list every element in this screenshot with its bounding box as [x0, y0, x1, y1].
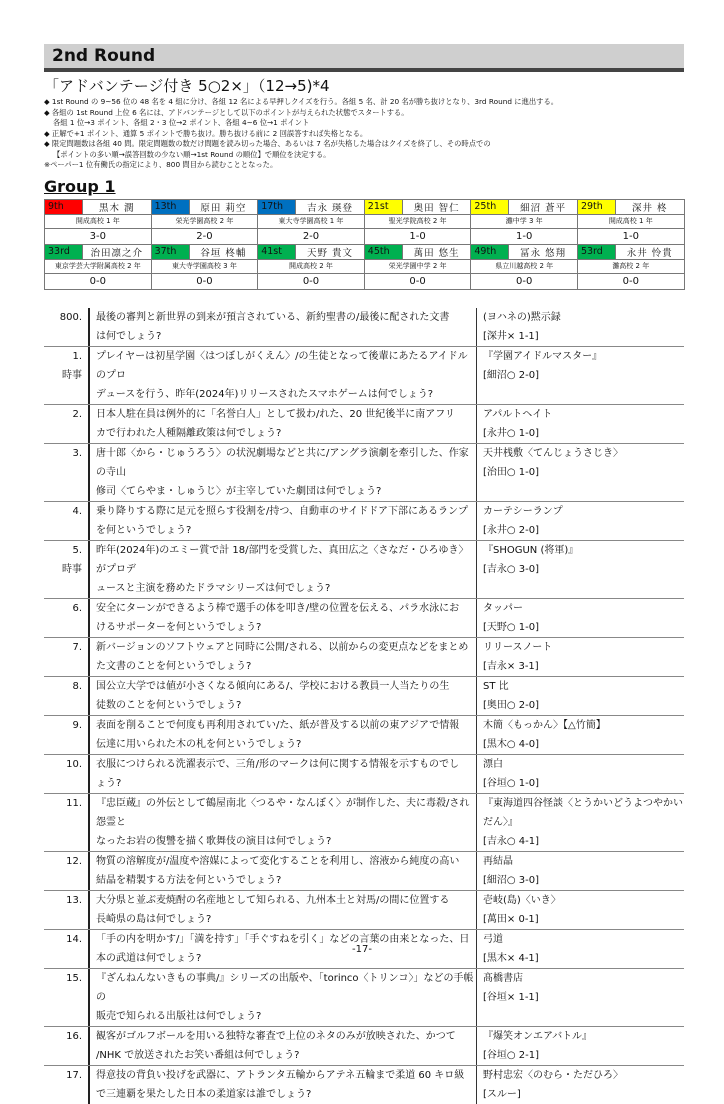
rule-line: 各組 1 位→3 ポイント、各組 2・3 位→2 ポイント、各組 4~6 位→1 ポイント — [53, 118, 310, 127]
round-title: 2nd Round — [52, 46, 156, 66]
player-school: 栄光学園中学 2 年 — [364, 259, 471, 273]
answer-cell — [477, 852, 684, 890]
question-number: 11. — [66, 798, 82, 809]
question-line-2: 結晶を精製する方法を何というでしょう? — [96, 875, 282, 886]
question-row — [44, 969, 684, 1027]
question-number: 13. — [66, 895, 82, 906]
answer-result: [細沼○ 2-0] — [483, 370, 540, 381]
question-number-cell — [44, 405, 90, 443]
question-number: 5. — [72, 545, 82, 556]
player-score: 1-0 — [471, 228, 578, 244]
question-row — [44, 1027, 684, 1066]
answer-text: 再結晶 — [483, 856, 513, 867]
question-row — [44, 1066, 684, 1104]
question-line-1: 最後の審判と新世界の到来が預言されている、新約聖書の/最後に配された文書 — [96, 312, 450, 323]
answer-result: [天野○ 1-0] — [483, 622, 540, 633]
question-number-cell — [44, 308, 90, 346]
answer-result: [永井○ 1-0] — [483, 428, 540, 439]
question-number-cell — [44, 347, 90, 404]
question-number: 4. — [72, 506, 82, 517]
question-number-cell — [44, 1066, 90, 1104]
player-rank: 33rd — [45, 244, 83, 259]
question-tag: 時事 — [62, 370, 82, 381]
question-line-1: 新バージョンのソフトウェアと同時に公開/される、以前からの変更点などをまとめ — [96, 642, 469, 653]
answer-text: 『爆笑オンエアバトル』 — [483, 1031, 592, 1042]
question-row — [44, 716, 684, 755]
question-line-1: 観客がゴルフボールを用いる独特な審査で上位のネタのみが放映された、かつて — [96, 1031, 456, 1042]
player-school: 栄光学園高校 2 年 — [151, 214, 258, 228]
answer-text: アパルトヘイト — [483, 409, 553, 420]
answer-cell — [477, 541, 684, 598]
player-school: 開成高校 1 年 — [577, 214, 684, 228]
question-row — [44, 405, 684, 444]
player-row — [45, 214, 685, 228]
player-school: 東大寺学園高校 3 年 — [151, 259, 258, 273]
question-line-1: 衣服につけられる洗濯表示で、三角/形のマークは何に関する情報を示すものでし — [96, 759, 459, 770]
question-number: 800. — [59, 312, 82, 323]
question-tag — [44, 463, 82, 482]
question-line-2: 長崎県の島は何でしょう? — [96, 914, 212, 925]
question-number-cell — [44, 502, 90, 540]
player-rank: 37th — [151, 244, 189, 259]
question-line-1: 得意技の背負い投げを武器に、アトランタ五輪からアテネ五輪まで柔道 60 キロ級 — [96, 1070, 465, 1081]
question-tag — [44, 521, 82, 540]
player-school: 東京学芸大学附属高校 2 年 — [45, 259, 152, 273]
question-line-2: で三連覇を果たした日本の柔道家は誰でしょう? — [96, 1089, 312, 1100]
answer-cell — [477, 716, 684, 754]
player-school: 開成高校 1 年 — [45, 214, 152, 228]
question-line-1: プレイヤーは初星学園〈はつぼしがくえん〉/の生徒となって後輩にあたるアイドルのプロ — [96, 351, 468, 381]
answer-cell — [477, 502, 684, 540]
player-score: 0-0 — [258, 273, 365, 289]
player-school: 東大寺学園高校 1 年 — [258, 214, 365, 228]
answer-text: タッパー — [483, 603, 523, 614]
rule-line: ◆ 正解で+1 ポイント、通算 5 ポイントで勝ち抜け。勝ち抜ける前に 2 回誤答すれば失格となる。 — [44, 128, 368, 138]
player-score: 0-0 — [471, 273, 578, 289]
answer-cell — [477, 308, 684, 346]
player-rank: 9th — [45, 199, 83, 214]
question-line-1: 物質の溶解度が/温度や溶媒によって変化することを利用し、溶液から純度の高い — [96, 856, 460, 867]
answer-text: カーテシーランプ — [483, 506, 563, 517]
question-tag — [44, 657, 82, 676]
player-row — [45, 228, 685, 244]
answer-result: [永井○ 2-0] — [483, 525, 540, 536]
player-rank: 13th — [151, 199, 189, 214]
answer-cell — [477, 755, 684, 793]
question-text — [90, 444, 477, 501]
question-line-2: は何でしょう? — [96, 331, 162, 342]
question-text — [90, 541, 477, 598]
player-score: 0-0 — [577, 273, 684, 289]
question-text — [90, 1066, 477, 1104]
question-number: 12. — [66, 856, 82, 867]
question-text — [90, 716, 477, 754]
player-rank: 49th — [471, 244, 509, 259]
question-tag — [44, 1085, 82, 1104]
answer-cell — [477, 1066, 684, 1104]
question-number: 2. — [72, 409, 82, 420]
player-name: 天野 貴文 — [296, 244, 365, 259]
question-row — [44, 638, 684, 677]
question-line-1: 「手の内を明かす/」「満を持す」「手ぐすねを引く」などの言葉の由来となった、日 — [96, 934, 470, 945]
question-line-2: ょう? — [96, 778, 122, 789]
round-subtitle: 「アドバンテージ付き 5○2×」（12→5)*4 — [44, 77, 330, 95]
question-line-1: 日本人駐在員は例外的に「名誉白人」として扱わ/れた、20 世紀後半に南アフリ — [96, 409, 455, 420]
player-rank: 21st — [364, 199, 402, 214]
question-line-2: /NHK で放送されたお笑い番組は何でしょう? — [96, 1050, 300, 1061]
question-number-cell — [44, 599, 90, 637]
answer-result: [谷垣○ 2-1] — [483, 1050, 540, 1061]
question-number-cell — [44, 969, 90, 1026]
answer-text: 『学園アイドルマスター』 — [483, 351, 603, 362]
player-name: 永井 怜貴 — [615, 244, 684, 259]
answer-cell — [477, 638, 684, 676]
player-school: 灘高校 2 年 — [577, 259, 684, 273]
player-name: 治田凛之介 — [83, 244, 152, 259]
player-name: 深井 柊 — [615, 199, 684, 214]
question-tag — [44, 424, 82, 443]
answer-result: [細沼○ 3-0] — [483, 875, 540, 886]
question-number-cell — [44, 852, 90, 890]
player-score: 0-0 — [364, 273, 471, 289]
question-tag — [44, 1046, 82, 1065]
question-number-cell — [44, 891, 90, 929]
question-tag — [44, 871, 82, 890]
question-tag — [44, 696, 82, 715]
answer-text: 髙橋書店 — [483, 973, 523, 984]
question-line-2: を何というでしょう? — [96, 525, 192, 536]
question-line-1: 『忠臣蔵』の外伝として鶴屋南北〈つるや・なんぼく〉が制作した、夫に毒殺/され怨霊と — [96, 798, 470, 828]
player-name: 萬田 悠生 — [402, 244, 471, 259]
question-number-cell — [44, 541, 90, 598]
question-text — [90, 969, 477, 1026]
answer-text: 弓道 — [483, 934, 503, 945]
question-line-1: 表面を削ることで何度も再利用されてい/た、紙が普及する以前の東アジアで情報 — [96, 720, 460, 731]
question-text — [90, 1027, 477, 1065]
player-rank: 45th — [364, 244, 402, 259]
answer-text: 木簡〈もっかん〉【△竹簡】 — [483, 720, 606, 731]
rule-note: ※ペーパー1 位有働氏の指定により、800 問目から読むこととなった。 — [44, 160, 278, 169]
question-line-1: 国公立大学では値が小さくなる傾向にある/、学校における教員一人当たりの生 — [96, 681, 450, 692]
answer-text: (ヨハネの)黙示録 — [483, 312, 561, 323]
question-text — [90, 347, 477, 404]
page-number: -17- — [352, 944, 372, 955]
question-line-2: ュースと主演を務めたドラマシリーズは何でしょう? — [96, 583, 331, 594]
question-line-2: けるサポーターを何というでしょう? — [96, 622, 262, 633]
player-score: 2-0 — [151, 228, 258, 244]
player-name: 吉永 瑛登 — [296, 199, 365, 214]
question-number: 8. — [72, 681, 82, 692]
question-line-1: 大分県と並ぶ麦焼酎の名産地として知られる、九州本土と対馬/の間に位置する — [96, 895, 450, 906]
question-number: 16. — [66, 1031, 82, 1042]
question-row — [44, 308, 684, 347]
answer-result: [萬田× 0-1] — [483, 914, 539, 925]
player-rank: 17th — [258, 199, 296, 214]
question-text — [90, 852, 477, 890]
answer-cell — [477, 677, 684, 715]
question-number-cell — [44, 755, 90, 793]
rule-line: ◆ 限定問題数は各組 40 問。限定問題数の数だけ問題を読み切った場合、あるいは 7 名が失格した場合はクイズを終了し、その時点での — [44, 139, 491, 148]
player-score: 1-0 — [577, 228, 684, 244]
player-school: 灘中学 3 年 — [471, 214, 578, 228]
round-header — [44, 44, 684, 72]
question-number: 7. — [72, 642, 82, 653]
rule-line: ◆ 各組の 1st Round 上位 6 名には、アドバンテージとして以下のポイントが与えられた状態でスタートする。 — [44, 107, 409, 117]
group-title: Group 1 — [44, 176, 116, 196]
question-number: 14. — [66, 934, 82, 945]
question-row — [44, 444, 684, 502]
question-tag — [44, 774, 82, 793]
question-row — [44, 852, 684, 891]
answer-result: [谷垣○ 1-0] — [483, 778, 540, 789]
question-tag — [44, 813, 82, 832]
answer-result: [吉永○ 3-0] — [483, 564, 540, 575]
question-row — [44, 599, 684, 638]
question-number: 1. — [72, 351, 82, 362]
question-number: 10. — [66, 759, 82, 770]
question-number-cell — [44, 444, 90, 501]
answer-text: 『東海道四谷怪談〈とうかいどうよつやかいだん〉』 — [483, 798, 683, 828]
answer-result: [吉永× 3-1] — [483, 661, 539, 672]
player-school: 聖光学院高校 2 年 — [364, 214, 471, 228]
question-text — [90, 599, 477, 637]
question-text — [90, 308, 477, 346]
question-row — [44, 347, 684, 405]
answer-cell — [477, 444, 684, 501]
answer-cell — [477, 347, 684, 404]
question-number-cell — [44, 716, 90, 754]
player-name: 黒木 潤 — [83, 199, 152, 214]
answer-result: [奥田○ 2-0] — [483, 700, 540, 711]
player-name: 冨永 悠翔 — [509, 244, 578, 259]
rule-line: 【ポイントの多い順→誤答回数の少ない順→1st Round の順位】で順位を決定する。 — [53, 149, 331, 159]
question-line-2: カで行われた人種隔離政策は何でしょう? — [96, 428, 282, 439]
question-text — [90, 755, 477, 793]
question-tag — [44, 327, 82, 346]
player-row — [45, 273, 685, 289]
question-row — [44, 891, 684, 930]
player-score: 2-0 — [258, 228, 365, 244]
question-tag — [44, 910, 82, 929]
question-tag — [44, 988, 82, 1007]
question-line-1: 安全にターンができるよう棒で選手の体を叩き/壁の位置を伝える、パラ水泳にお — [96, 603, 460, 614]
question-line-2: 徒数のことを何というでしょう? — [96, 700, 242, 711]
rules-list — [44, 97, 684, 171]
answer-result: [スルー] — [483, 1089, 521, 1100]
question-number: 17. — [66, 1070, 82, 1081]
questions-table — [44, 308, 684, 1104]
player-row — [45, 199, 685, 214]
player-rank: 41st — [258, 244, 296, 259]
question-tag: 時事 — [62, 564, 82, 575]
question-line-2: 本の武道は何でしょう? — [96, 953, 202, 964]
question-line-1: 昨年(2024年)のエミー賞で計 18/部門を受賞した、真田広之〈さなだ・ひろゆき〉がプロデ — [96, 545, 469, 575]
question-line-2: た文書のことを何というでしょう? — [96, 661, 252, 672]
question-number: 6. — [72, 603, 82, 614]
answer-cell — [477, 969, 684, 1026]
question-text — [90, 677, 477, 715]
player-row — [45, 244, 685, 259]
player-name: 谷垣 柊輔 — [189, 244, 258, 259]
player-score: 0-0 — [151, 273, 258, 289]
player-score: 1-0 — [364, 228, 471, 244]
answer-cell — [477, 599, 684, 637]
question-text — [90, 794, 477, 851]
question-text — [90, 502, 477, 540]
question-number-cell — [44, 638, 90, 676]
page-content — [44, 44, 684, 290]
answer-result: [吉永○ 4-1] — [483, 836, 540, 847]
question-line-2: なったお岩の復讐を描く歌舞伎の演目は何でしょう? — [96, 836, 332, 847]
answer-cell — [477, 1027, 684, 1065]
question-line-1: 唐十郎〈から・じゅうろう〉の状況劇場などと共に/アングラ演劇を牽引した、作家の寺山 — [96, 448, 469, 478]
answer-text: ST 比 — [483, 681, 509, 692]
answer-cell — [477, 794, 684, 851]
question-number: 15. — [66, 973, 82, 984]
question-number: 3. — [72, 448, 82, 459]
question-number-cell — [44, 794, 90, 851]
question-row — [44, 502, 684, 541]
player-rank: 29th — [577, 199, 615, 214]
answer-result: [深井× 1-1] — [483, 331, 539, 342]
question-number-cell — [44, 677, 90, 715]
player-name: 原田 莉空 — [189, 199, 258, 214]
player-name: 細沼 蒼平 — [509, 199, 578, 214]
player-row — [45, 259, 685, 273]
player-school: 県立川越高校 2 年 — [471, 259, 578, 273]
player-school: 開成高校 2 年 — [258, 259, 365, 273]
answer-text: 天井桟敷〈てんじょうさじき〉 — [483, 448, 623, 459]
rule-line: ◆ 1st Round の 9~56 位の 48 名を 4 組に分け、各組 12 名による早押しクイズを行う。各組 5 名、計 20 名が勝ち抜けとなり、3rd Round に進出する。 — [44, 97, 559, 106]
answer-cell — [477, 891, 684, 929]
question-line-1: 『ざんねんないきもの事典/』シリーズの出版や、「torinco〈トリンコ〉」などの手帳の — [96, 973, 474, 1003]
players-table — [44, 199, 685, 290]
question-line-2: 伝達に用いられた木の札を何というでしょう? — [96, 739, 302, 750]
question-line-2: デュースを行う、昨年(2024年)リリースされたスマホゲームは何でしょう? — [96, 389, 434, 400]
player-name: 奥田 智仁 — [402, 199, 471, 214]
answer-text: 壱岐(島)〈いき〉 — [483, 895, 561, 906]
answer-text: 漂白 — [483, 759, 503, 770]
answer-result: [黒木○ 4-0] — [483, 739, 540, 750]
answer-result: [治田○ 1-0] — [483, 467, 540, 478]
question-tag — [44, 735, 82, 754]
question-tag — [44, 618, 82, 637]
answer-result: [黒木× 4-1] — [483, 953, 539, 964]
answer-text: リリースノート — [483, 642, 553, 653]
player-rank: 53rd — [577, 244, 615, 259]
answer-text: 野村忠宏〈のむら・ただひろ〉 — [483, 1070, 623, 1081]
question-line-2: 販売で知られる出版社は何でしょう? — [96, 1011, 262, 1022]
question-row — [44, 541, 684, 599]
player-rank: 25th — [471, 199, 509, 214]
answer-text: 『SHOGUN (将軍)』 — [483, 545, 579, 556]
question-text — [90, 405, 477, 443]
question-text — [90, 891, 477, 929]
question-line-1: 乗り降りする際に足元を照らす役割を/持つ、自動車のサイドドア下部にあるランプ — [96, 506, 468, 517]
player-score: 3-0 — [45, 228, 152, 244]
question-number: 9. — [72, 720, 82, 731]
answer-result: [谷垣× 1-1] — [483, 992, 539, 1003]
answer-cell — [477, 405, 684, 443]
player-score: 0-0 — [45, 273, 152, 289]
question-number-cell — [44, 1027, 90, 1065]
question-row — [44, 755, 684, 794]
question-row — [44, 677, 684, 716]
question-row — [44, 794, 684, 852]
question-text — [90, 638, 477, 676]
question-line-2: 修司〈てらやま・しゅうじ〉が主宰していた劇団は何でしょう? — [96, 486, 382, 497]
